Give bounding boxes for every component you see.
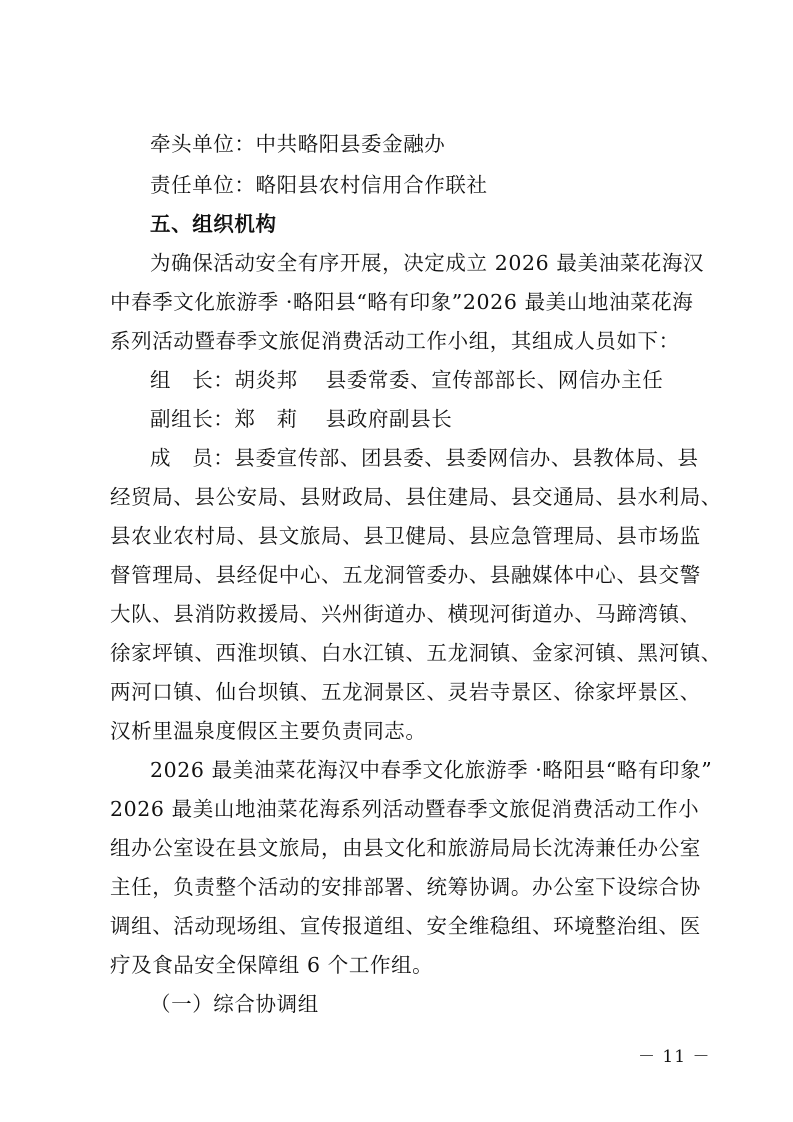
office-paragraph-line: 组办公室设在县文旅局，由县文化和旅游局局长沈涛兼任办公室 xyxy=(110,836,701,860)
deputy-leader-line xyxy=(150,406,452,432)
responsible-unit-line: 责任单位：略阳县农村信用合作联社 xyxy=(150,173,488,197)
office-paragraph-line: 2026 最美山地油菜花海系列活动暨春季文旅促消费活动工作小 xyxy=(110,797,700,821)
office-paragraph-line: 调组、活动现场组、宣传报道组、安全维稳组、环境整治组、医 xyxy=(110,914,701,938)
office-paragraph-line: 疗及食品安全保障组 6 个工作组。 xyxy=(110,953,434,977)
paragraph-line: 为确保活动安全有序开展，决定成立 2026 最美油菜花海汉 xyxy=(150,251,705,275)
members-line: 汉析里温泉度假区主要负责同志。 xyxy=(110,719,427,743)
subsection-heading: （一）综合协调组 xyxy=(150,992,319,1016)
paragraph-line: 中春季文化旅游季 ·略阳县“略有印象”2026 最美山地油菜花海 xyxy=(110,290,694,314)
paragraph-line: 系列活动暨春季文旅促消费活动工作小组，其组成人员如下： xyxy=(110,329,680,353)
members-line: 成 员：县委宣传部、团县委、县委网信办、县教体局、县 xyxy=(150,446,699,470)
deputy-leader-title: 县政府副县长 xyxy=(325,407,453,431)
members-line: 两河口镇、仙台坝镇、五龙洞景区、灵岩寺景区、徐家坪景区、 xyxy=(110,680,701,704)
group-leader-line xyxy=(150,367,663,393)
members-line: 县农业农村局、县文旅局、县卫健局、县应急管理局、县市场监 xyxy=(110,524,701,548)
group-leader-name: 组 长：胡炎邦 xyxy=(150,368,298,392)
office-paragraph-line: 2026 最美油菜花海汉中春季文化旅游季 ·略阳县“略有印象” xyxy=(150,758,713,782)
office-paragraph-line: 主任，负责整个活动的安排部署、统筹协调。办公室下设综合协 xyxy=(110,875,701,899)
members-line: 徐家坪镇、西淮坝镇、白水江镇、五龙洞镇、金家河镇、黑河镇、 xyxy=(110,641,722,665)
lead-unit-line: 牵头单位：中共略阳县委金融办 xyxy=(150,132,446,156)
members-line: 经贸局、县公安局、县财政局、县住建局、县交通局、县水利局、 xyxy=(110,485,722,509)
page-number: － 11 － xyxy=(638,1047,711,1067)
members-line: 大队、县消防救援局、兴州街道办、横现河街道办、马蹄湾镇、 xyxy=(110,602,701,626)
members-line: 督管理局、县经促中心、五龙洞管委办、县融媒体中心、县交警 xyxy=(110,563,701,587)
group-leader-title: 县委常委、宣传部部长、网信办主任 xyxy=(325,368,664,392)
section-heading: 五、组织机构 xyxy=(150,212,277,236)
deputy-leader-name: 副组长：郑 莉 xyxy=(150,407,298,431)
